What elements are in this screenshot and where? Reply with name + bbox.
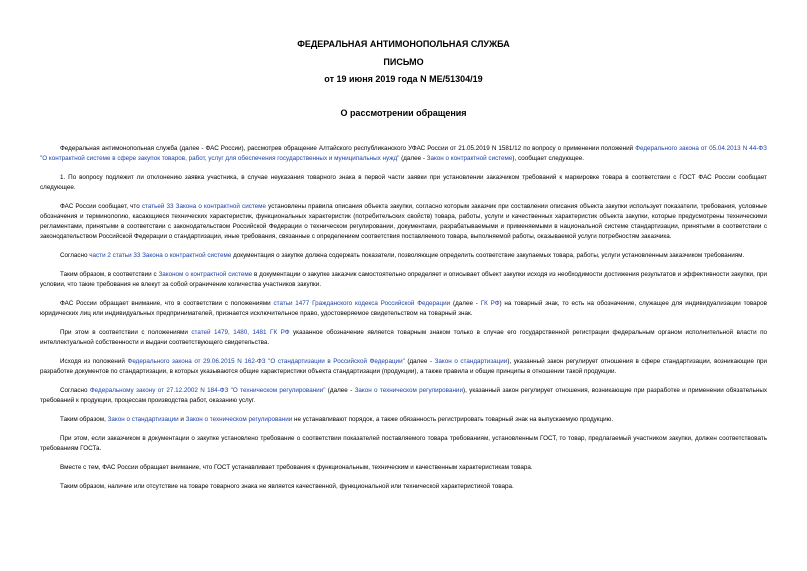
paragraph-text: Таким образом, xyxy=(60,416,108,423)
paragraph-text: (далее - xyxy=(404,358,435,365)
paragraph xyxy=(40,434,767,454)
paragraph-text: документация о закупке должна содержать показатели, позволяющие определить соответствие закупаемых товара, работы, услуги установленным заказчиком требованиям. xyxy=(231,252,745,259)
legal-reference-link[interactable]: Закон о техническом регулировании xyxy=(185,416,293,423)
paragraph xyxy=(40,173,767,193)
paragraph-text: Согласно xyxy=(60,387,90,394)
legal-reference-link[interactable]: статьей 33 Закона о контрактной системе xyxy=(141,203,267,210)
doc-subject: О рассмотрении обращения xyxy=(340,108,467,118)
paragraph xyxy=(40,299,767,319)
legal-reference-link[interactable]: статей 1479, 1480, 1481 ГК РФ xyxy=(191,329,290,336)
paragraph-text: (далее - xyxy=(325,387,355,394)
paragraph-text: ), сообщает следующее. xyxy=(512,155,585,162)
legal-reference-link[interactable]: статьи 1477 Гражданского кодекса Российской Федерации xyxy=(273,300,451,307)
legal-reference-link[interactable]: Федерального закона от 29.06.2015 N 162-ФЗ "О стандартизации в Российской Федерации" xyxy=(127,358,405,365)
paragraph xyxy=(40,463,767,473)
paragraph xyxy=(40,202,767,242)
paragraph-text: Таким образом, в соответствии с xyxy=(60,271,159,278)
paragraph-text: ) на товарный знак, то есть на обозначение, служащее для индивидуализации товаров юридических лиц или индивидуальных предпринимателей, признается исключительное право, удостоверяемое свидетельством на товарный знак. xyxy=(40,300,768,317)
legal-reference-link[interactable]: ГК РФ xyxy=(480,300,500,307)
paragraph-text: Согласно xyxy=(60,252,90,259)
paragraph-text: (далее - xyxy=(399,155,427,162)
paragraph xyxy=(40,482,767,492)
legal-reference-link[interactable]: Законом о контрактной системе xyxy=(158,271,253,278)
legal-reference-link[interactable]: Федерального закона от 05.04.2013 N 44-ФЗ "О контрактной системе в сфере закупок товаров, работ, услуг для обеспечения государственных и муниципальных нужд" xyxy=(40,145,767,162)
paragraph-text: ), указанный закон регулирует отношения, возникающие при разработке и применении обязательных требований к продукции, процессам производства работ, оказанию услуг. xyxy=(40,387,767,404)
paragraph-text: ФАС России сообщает, что xyxy=(60,203,142,210)
legal-reference-link[interactable]: Федеральному закону от 27.12.2002 N 184-ФЗ "О техническом регулировании" xyxy=(89,387,326,394)
paragraph-text: указанное обозначение является товарным знаком только в случае его государственной регистрации федеральным органом исполнительной власти по интеллектуальной собственности и выдачи соответствующего свидетельства. xyxy=(40,329,767,346)
paragraph-text: Вместе с тем, ФАС России обращает внимание, что ГОСТ устанавливает требования к функциональным, техническим и качественным характеристикам товара. xyxy=(60,464,533,471)
paragraph-text: в документации о закупке заказчик самостоятельно определяет и описывает объект закупки исходя из необходимости достижения результатов и эффективности закупки, при условии, что такие требования не влекут за собой ограничение количества участников закупки. xyxy=(40,271,767,288)
legal-reference-link[interactable]: части 2 статьи 33 Закона о контрактной системе xyxy=(89,252,232,259)
paragraph-text: установлены правила описания объекта закупки, согласно которым заказчик при составлении описания объекта закупки использует показатели, требования, условные обозначения и терминологию, касающиеся технических характеристик, функциональных характеристик (потребительских свойств) товара, работы, услуги и качественных характеристик объекта закупки, которые предусмотрены техническими регламентами, принятыми в соответствии с законодательством Российской Федерации о техническом регулировании, документами, разрабатываемыми и применяемыми в национальной системе стандартизации, принятыми в соответствии с законодательством Российской Федерации о стандартизации, иные требования, связанные с определением соответствия поставляемого товара, выполняемой работы, оказываемой услуги потребностям заказчика. xyxy=(40,203,767,240)
paragraph-text: При этом, если заказчиком в документации о закупке установлено требование о соответствии показателей поставляемого товара требованиям, установленным ГОСТ, то товар, предлагаемый участником закупки, должен соответствовать требованиям ГОСТа. xyxy=(40,435,767,452)
doc-date-number: от 19 июня 2019 года N МЕ/51304/19 xyxy=(324,74,483,84)
legal-reference-link[interactable]: Закон о контрактной системе xyxy=(426,155,513,162)
paragraph-text: (далее - xyxy=(450,300,481,307)
paragraph xyxy=(40,144,767,164)
paragraph xyxy=(40,415,767,425)
paragraph-text: ), указанный закон регулирует отношения в сфере стандартизации, возникающие при разработке документов по стандартизации, в которых указываются общие характеристики объекта стандартизации (продукции), а также правила и общие принципы в отношении такой продукции. xyxy=(40,358,768,375)
paragraph-text: и xyxy=(178,416,186,423)
legal-reference-link[interactable]: Закон о стандартизации xyxy=(434,358,508,365)
document-body xyxy=(40,144,767,501)
paragraph xyxy=(40,357,767,377)
paragraph xyxy=(40,386,767,406)
paragraph-text: Федеральная антимонопольная служба (далее - ФАС России), рассмотрев обращение Алтайского республиканского УФАС России от 21.05.2019 N 1581/12 по вопросу о применении положений xyxy=(60,145,636,152)
paragraph xyxy=(40,251,767,261)
paragraph-text: не устанавливают порядок, а также обязанность регистрировать товарный знак на выпускаемую продукцию. xyxy=(292,416,614,423)
paragraph-text: Таким образом, наличие или отсутствие на товаре товарного знака не является качественной, функциональной или технической характеристикой товара. xyxy=(60,483,514,490)
paragraph-text: ФАС России обращает внимание, что в соответствии с положениями xyxy=(60,300,274,307)
paragraph xyxy=(40,270,767,290)
org-title: ФЕДЕРАЛЬНАЯ АНТИМОНОПОЛЬНАЯ СЛУЖБА xyxy=(297,39,510,49)
paragraph-text: 1. По вопросу подлежит ли отклонению заявка участника, в случае неуказания товарного знака в первой части заявки при установлении заказчиком требований к маркировке товара в соответствии с ГОСТ ФАС России сообщает следующее. xyxy=(40,174,767,191)
paragraph-text: Исходя из положений xyxy=(60,358,128,365)
legal-reference-link[interactable]: Закон о техническом регулировании xyxy=(354,387,463,394)
doc-type: ПИСЬМО xyxy=(383,57,424,67)
legal-reference-link[interactable]: Закон о стандартизации xyxy=(107,416,179,423)
paragraph xyxy=(40,328,767,348)
paragraph-text: При этом в соответствии с положениями xyxy=(60,329,192,336)
